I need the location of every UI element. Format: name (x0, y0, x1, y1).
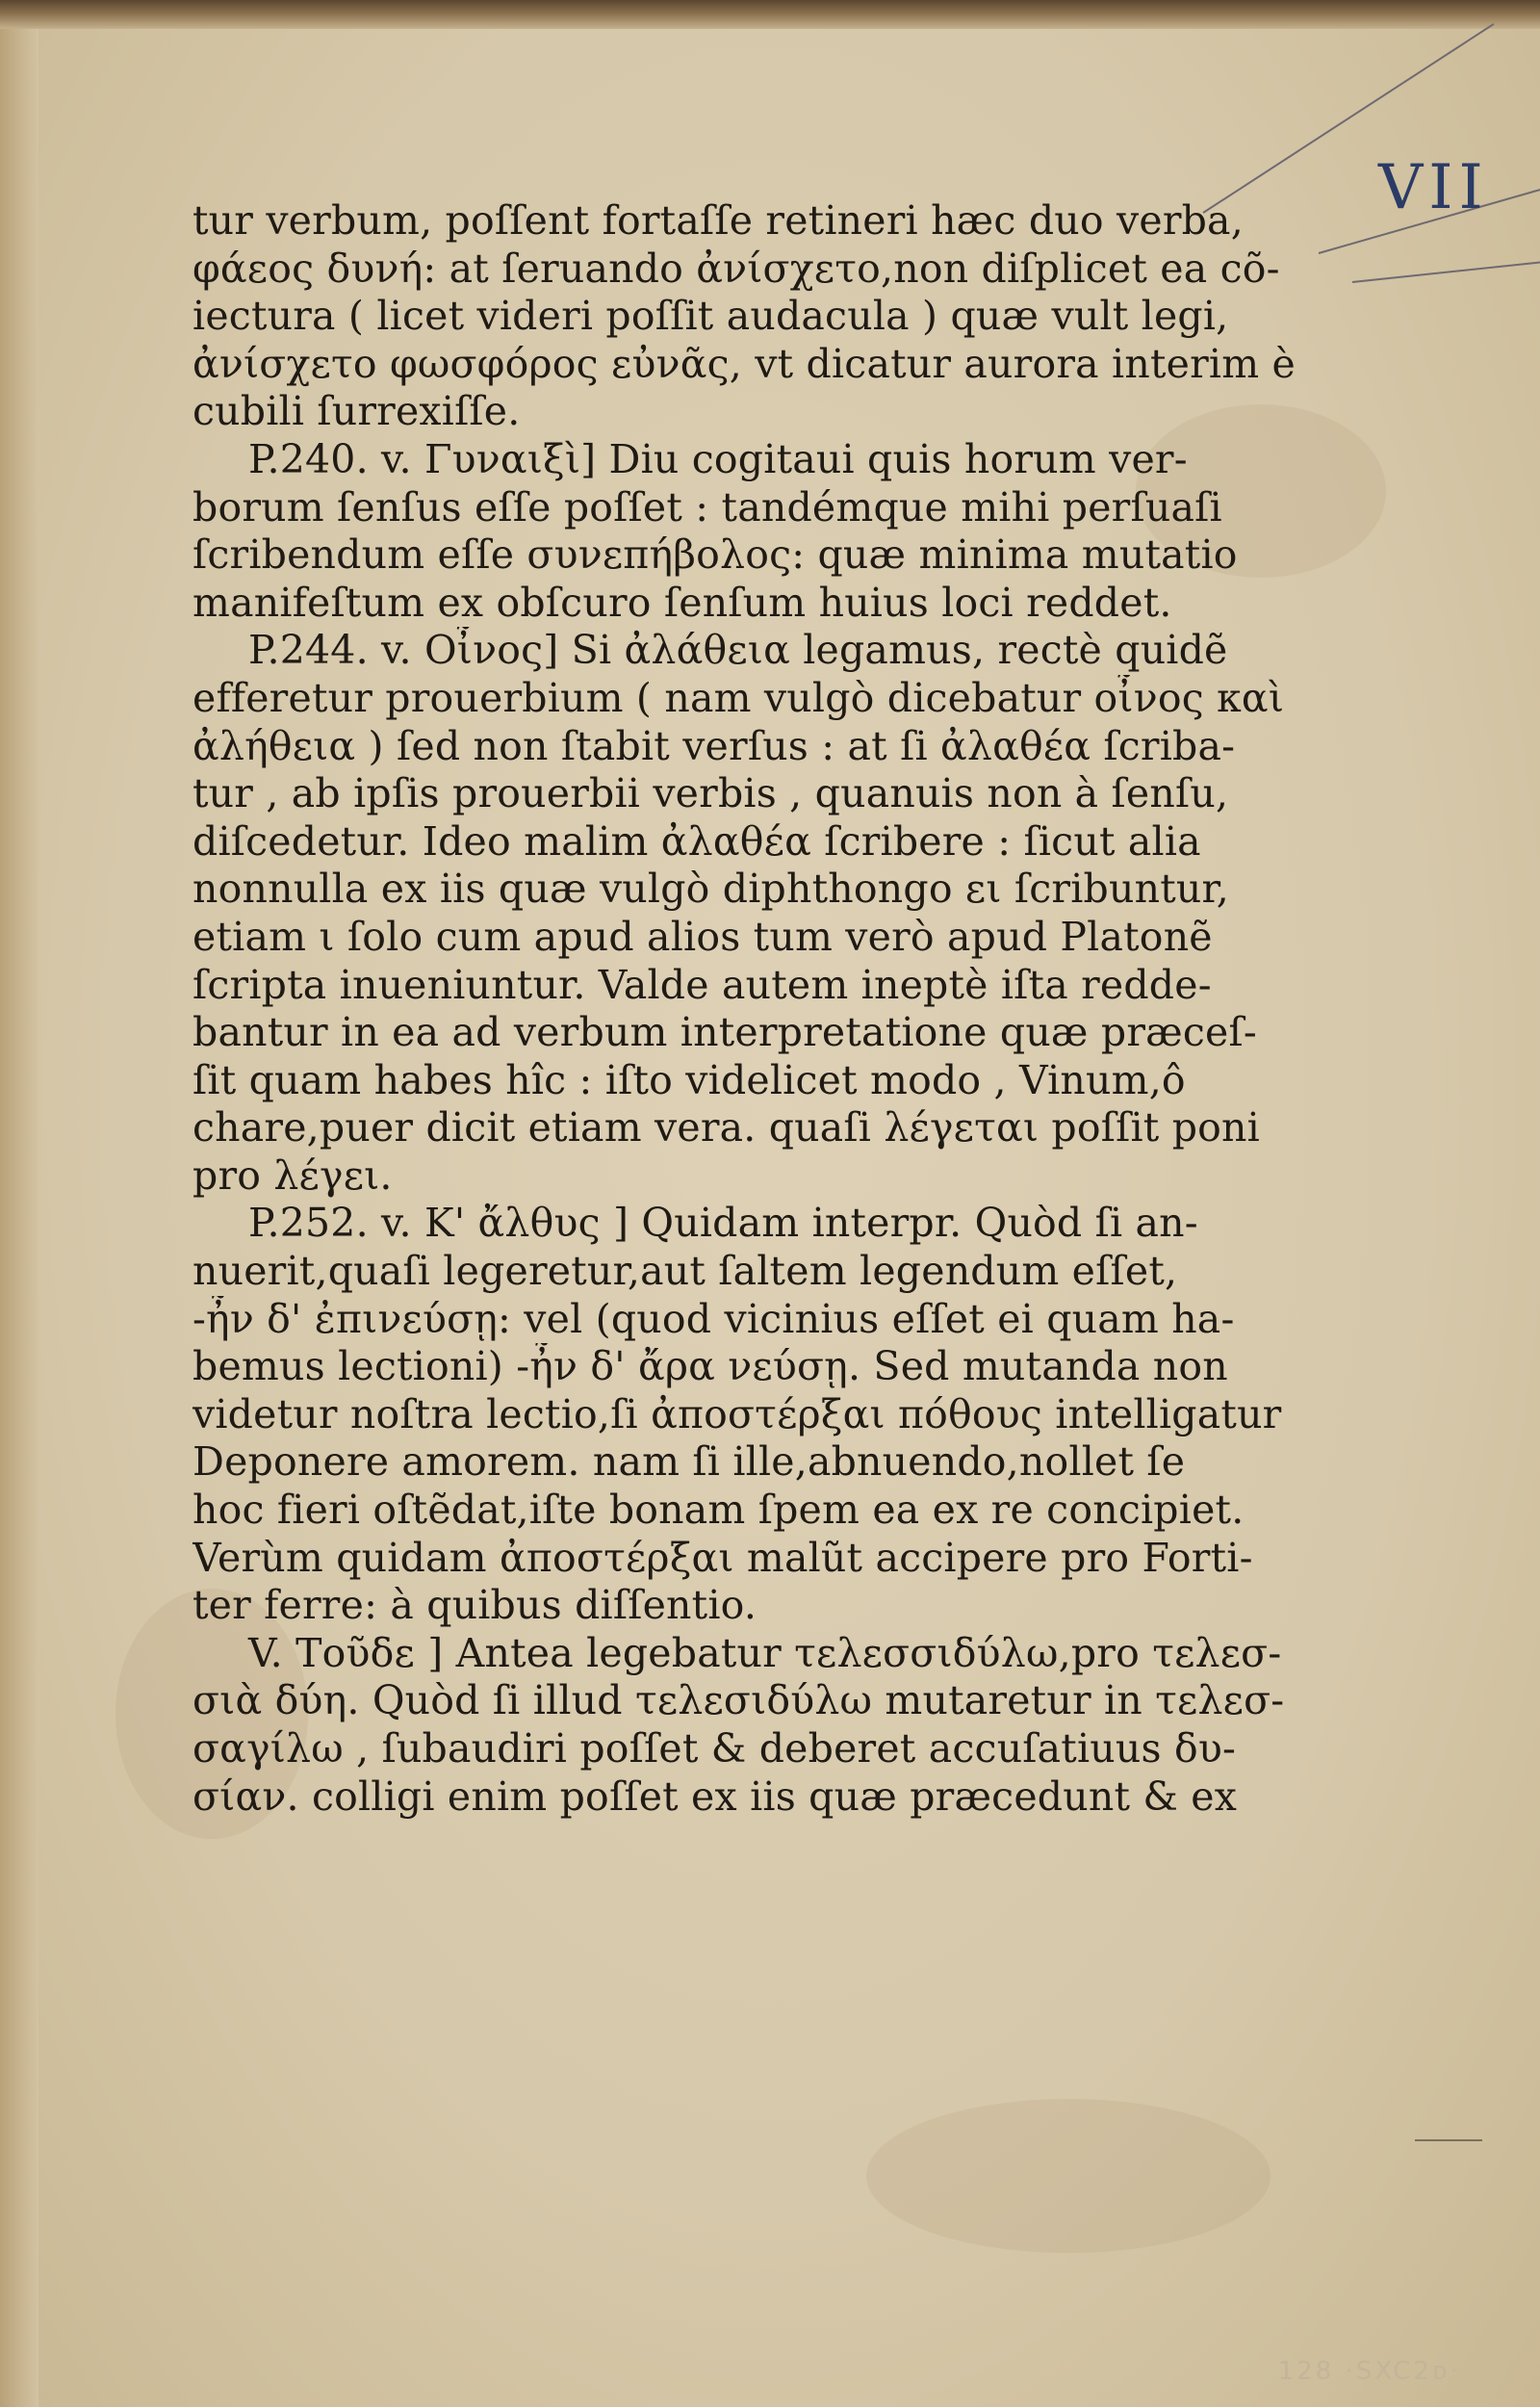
text-line: iectura ( licet videri poſſit audacula ) quæ vult legi, (192, 293, 1229, 340)
text-line: P.240. v. Γυναιξὶ] Diu cogitaui quis horum ver- (248, 435, 1188, 482)
text-line: φάεος δυνή: at ſeruando ἀνίσχετο,non diſplicet ea cõ- (192, 245, 1280, 292)
text-line: cubili ſurrexiſſe. (192, 388, 521, 435)
text-line: etiam ι ſolo cum apud alios tum verò apud Platonẽ (192, 913, 1213, 960)
text-line: manifeſtum ex obſcuro ſenſum huius loci reddet. (192, 579, 1172, 626)
text-line: nuerit,quaſi legeretur,aut ſaltem legendum eſſet, (192, 1248, 1178, 1295)
text-line: ſcripta inueniuntur. Valde autem ineptè iſta redde- (192, 961, 1212, 1008)
text-line: efferetur prouerbium ( nam vulgò dicebatur οἶνος καὶ (192, 674, 1285, 721)
margin-pencil-stroke (1352, 261, 1540, 283)
text-line: P.252. v. Κ' ἄλθυς ] Quidam interpr. Quòd ſi an- (248, 1200, 1198, 1247)
footer-signature-mark: 128 ·SXC2ᴅ· (1277, 2357, 1461, 2386)
text-line: Deponere amorem. nam ſi ille,abnuendo,nollet ſe (192, 1438, 1186, 1486)
body-text (192, 197, 1367, 1821)
text-line: ter ferre: à quibus diſſentio. (192, 1582, 757, 1629)
text-line: tur , ab ipſis prouerbii verbis , quanuis non à ſenſu, (192, 770, 1229, 817)
page-top-edge (0, 0, 1540, 29)
text-line: σιὰ δύη. Quòd ſi illud τελεσιδύλω mutaretur in τελεσ- (192, 1677, 1285, 1724)
text-line: chare,puer dicit etiam vera. quaſi λέγεται poſſit poni (192, 1104, 1260, 1152)
text-line: ἀλήθεια ) ſed non ſtabit verſus : at ſi ἀλαθέα ſcriba- (192, 722, 1236, 769)
text-line: bemus lectioni) -ἦν δ' ἄρα νεύσῃ. Sed mutanda non (192, 1343, 1228, 1390)
margin-scratch (1415, 2139, 1482, 2141)
text-line: -ἦν δ' ἐπινεύσῃ: vel (quod vicinius eſſet ei quam ha- (192, 1295, 1235, 1342)
text-line: borum ſenſus eſſe poſſet : tandémque mihi perſuaſi (192, 483, 1222, 531)
text-line: σίαν. colligi enim poſſet ex iis quæ præcedunt & ex (192, 1773, 1238, 1820)
page-left-edge (0, 29, 38, 2407)
text-line: σαγίλω , ſubaudiri poſſet & deberet accuſatiuus δυ- (192, 1725, 1237, 1772)
text-line: tur verbum, poſſent fortaſſe retineri hæc duo verba, (192, 197, 1244, 244)
paper-stain (866, 2099, 1270, 2253)
text-line: ſcribendum eſſe συνεπήβολος: quæ minima mutatio (192, 531, 1238, 579)
text-line: hoc fieri oſtẽdat,iſte bonam ſpem ea ex re concipiet. (192, 1487, 1245, 1534)
text-line: V. Τοῦδε ] Antea legebatur τελεσσιδύλω,pro τελεσ- (248, 1629, 1282, 1676)
text-line: Verùm quidam ἀποστέρξαι malũt accipere pro Forti- (192, 1534, 1253, 1581)
text-line: ſit quam habes hîc : iſto videlicet modo , Vinum,ô (192, 1056, 1186, 1103)
text-line: pro λέγει. (192, 1152, 393, 1199)
text-line: P.244. v. Οἶνος] Si ἀλάθεια legamus, rectè quidẽ (248, 627, 1228, 674)
text-line: nonnulla ex iis quæ vulgò diphthongo ει ſcribuntur, (192, 866, 1230, 913)
text-line: videtur noſtra lectio,ſi ἀποστέρξαι πόθους intelligatur (192, 1390, 1282, 1437)
handwritten-margin-note: VII (1378, 152, 1489, 223)
text-line: ἀνίσχετο φωσφόρος εὐνᾶς, vt dicatur aurora interim è (192, 340, 1296, 387)
text-line: diſcedetur. Ideo malim ἀλαθέα ſcribere : ſicut alia (192, 817, 1201, 865)
text-line: bantur in ea ad verbum interpretatione quæ præceſ- (192, 1009, 1257, 1056)
